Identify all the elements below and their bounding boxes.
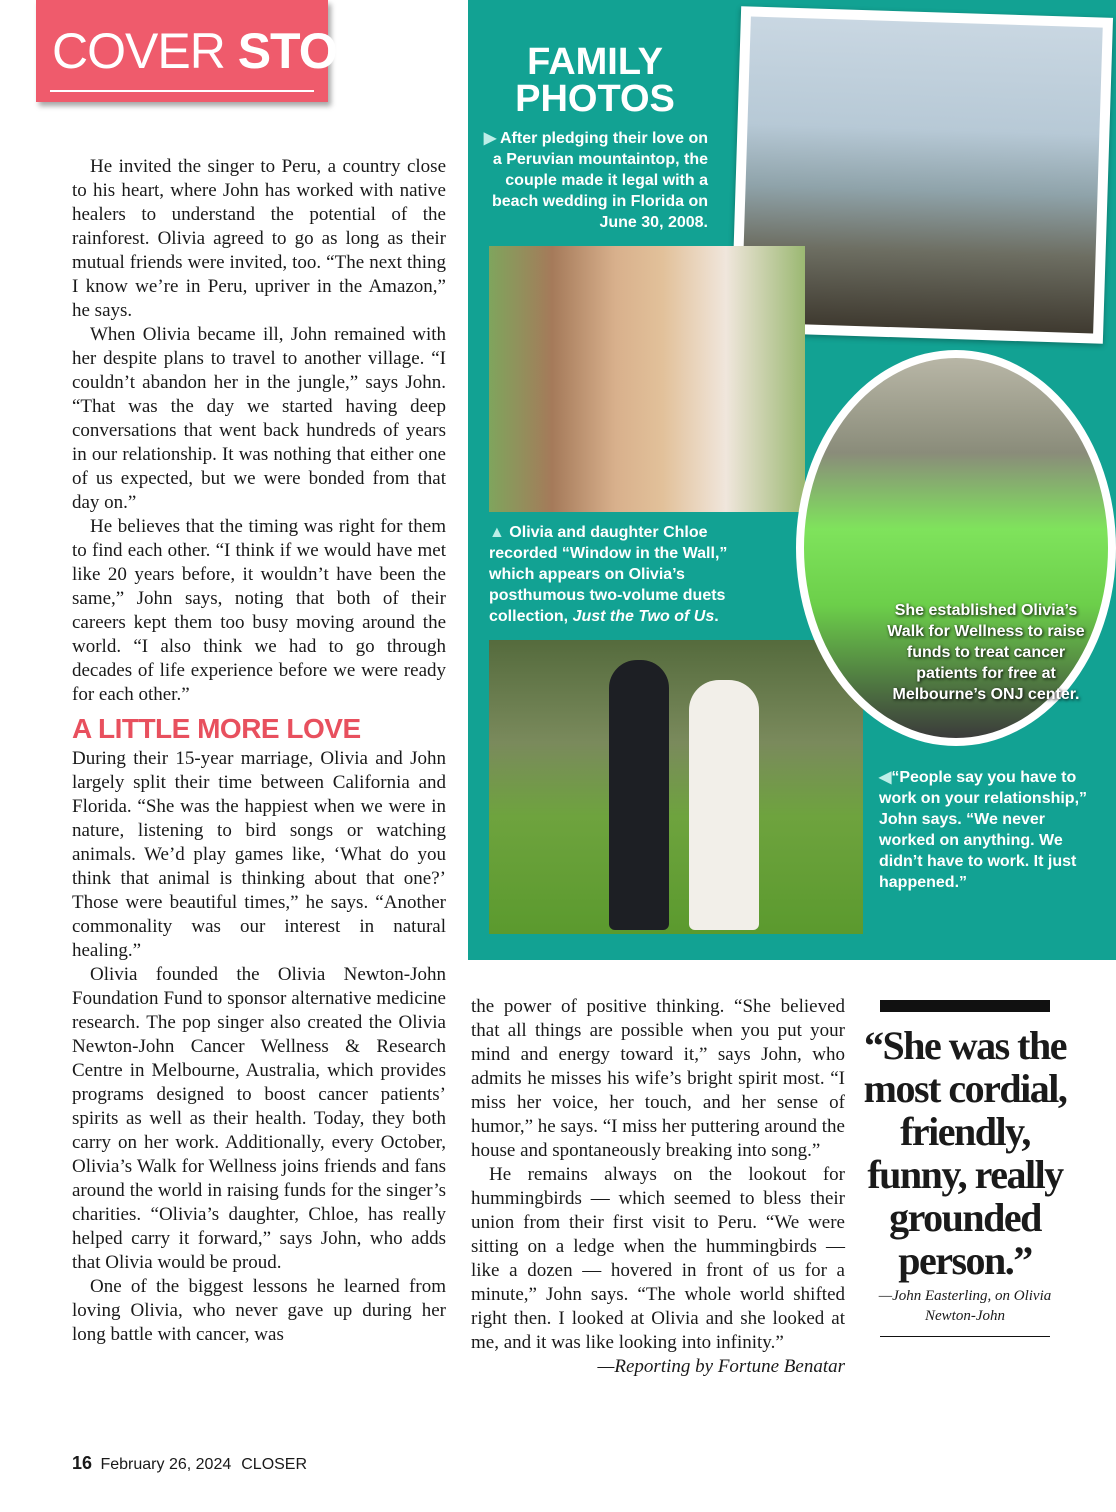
badge-bold: STORY xyxy=(237,23,403,79)
pull-quote-attribution: —John Easterling, on Olivia Newton-John xyxy=(878,1288,1052,1324)
badge-light: COVER xyxy=(52,23,238,79)
page-footer xyxy=(72,1453,307,1474)
album-title: Just the Two of Us xyxy=(572,608,715,625)
caption-wedding xyxy=(480,128,708,233)
title-line: PHOTOS xyxy=(515,78,675,120)
olivia-chloe-photo xyxy=(489,246,805,512)
caption-walk: She established Olivia’s Walk for Wellness to raise funds to treat cancer patients for free at Melbourne’s ONJ center. xyxy=(887,602,1085,703)
paragraph: the power of positive thinking. “She believed that all things are possible when you put your mind and energy toward it,” says John, who admits he misses his wife’s bright spirit most. “I miss her voice, her touch, and her sense of humor,” he says. “I miss her puttering around the house and spontaneously breaking into song.” xyxy=(471,996,845,1161)
pull-quote-bar xyxy=(880,1000,1050,1012)
caption-text: After pledging their love on a Peruvian mountaintop, the couple made it legal with a beach wedding in Florida on June 30, 2008. xyxy=(491,130,708,231)
pull-quote-rule xyxy=(880,1336,1050,1337)
caption-text: “People say you have to work on your relationship,” John says. “We never worked on anything. We didn’t have to work. It just happened.” xyxy=(879,769,1088,891)
article-column-middle xyxy=(471,995,845,1379)
couple-walking-photo xyxy=(489,640,863,934)
caption-text: Olivia and daughter Chloe recorded “Window in the Wall,” which appears on Olivia’s posthumous two-volume duets collection, xyxy=(489,524,728,625)
byline: —Reporting by Fortune Benatar xyxy=(597,1356,845,1377)
title-line: FAMILY xyxy=(527,41,663,83)
arrow-left-icon: ◀ xyxy=(879,769,892,786)
paragraph: Olivia founded the Olivia Newton-John Foundation Fund to sponsor alternative medicine research. The pop singer also created the Olivia Newton-John Cancer Wellness & Research Centre in Melbourne, Australia, which provides programs designed to boost cancer patients’ spirits as well as their health. Today, they both carry on her work. Additionally, every October, Olivia’s Walk for Wellness joins friends and fans around the world in raising funds for the singer’s charities. “Olivia’s daughter, Chloe, has really helped carry it forward,” says John, who adds that Olivia would be proud. xyxy=(72,964,446,1273)
badge-rule xyxy=(50,90,314,92)
subhead: A LITTLE MORE LOVE xyxy=(72,713,361,744)
caption-quote xyxy=(879,767,1089,893)
paragraph: During their 15-year marriage, Olivia and John largely split their time between California and Florida. “She was the happiest when we were in nature, listening to bird songs or watching animals. We’d play games like, ‘What do you think that animal is thinking about that one?’ Those were beautiful times,” he says. “Another commonality was our interest in natural healing.” xyxy=(72,748,446,961)
page-number: 16 xyxy=(72,1453,93,1473)
arrow-up-icon: ▲ xyxy=(489,524,505,541)
caption-text: . xyxy=(714,608,719,625)
pull-quote-box xyxy=(850,1000,1080,1337)
paragraph: When Olivia became ill, John remained with her despite plans to travel to another village. “I couldn’t abandon her in the jungle,” says John. “That was the day we started having deep conversations that went back hundreds of years in our relationship. It was nothing that either one of us expected, but we were bonded from that day on.” xyxy=(72,324,446,513)
caption-chloe xyxy=(489,522,769,627)
paragraph: He believes that the timing was right for them to find each other. “I think if we would have met like 20 years before, it wouldn’t have been the same,” John says, noting that both of their careers kept them too busy moving around the world. “I also think we had to go through decades of life experience before we were ready for each other.” xyxy=(72,516,446,705)
arrow-right-icon: ▶ xyxy=(483,130,497,147)
issue-date: February 26, 2024 xyxy=(100,1456,232,1473)
paragraph: He invited the singer to Peru, a country close to his heart, where John has worked with native healers to understand the potential of the rainforest. Olivia agreed to go as long as their mutual friends were invited, too. “The next thing I know we’re in Peru, upriver in the Amazon,” he says. xyxy=(72,156,446,321)
cover-story-badge xyxy=(36,0,403,102)
paragraph: One of the biggest lessons he learned from loving Olivia, who never gave up during her long battle with cancer, was xyxy=(72,1276,446,1345)
magazine-name: CLOSER xyxy=(241,1456,308,1473)
paragraph: He remains always on the lookout for hummingbirds — which seemed to bless their union from their first visit to Peru. “We were sitting on a ledge when the hummingbirds — like a dozen — hovered in front of us for a minute,” John says. “The whole world shifted right then. I looked at Olivia and she looked at me, and it was like looking into infinity.” xyxy=(471,1164,845,1353)
pull-quote: “She was the most cordial, friendly, funny, really grounded person.” xyxy=(863,1023,1067,1283)
family-photos-title xyxy=(490,41,700,120)
article-column-left xyxy=(72,155,446,1347)
